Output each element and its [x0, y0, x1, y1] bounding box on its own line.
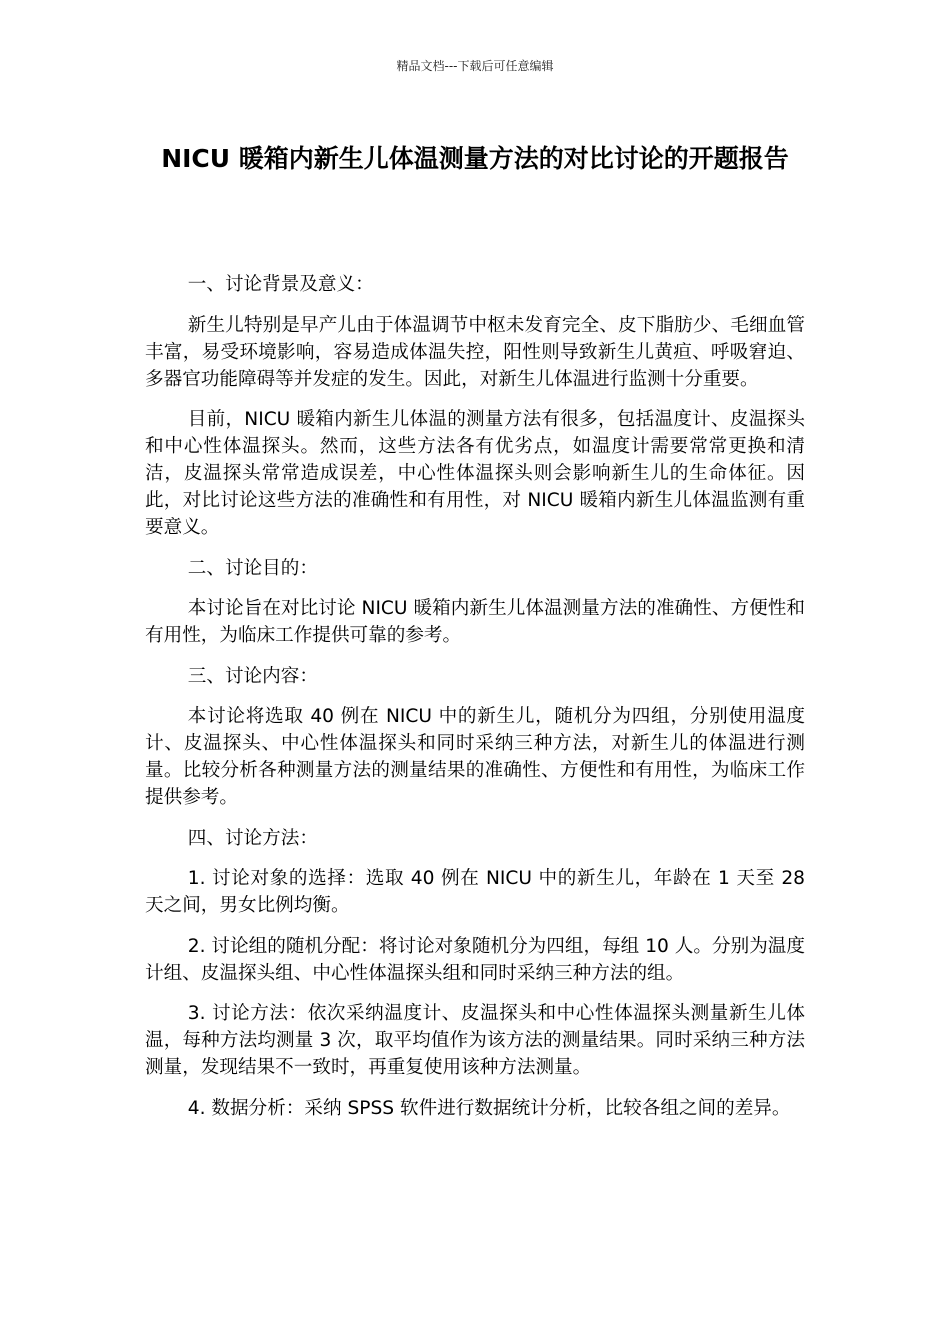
paragraph-background-2: 目前，NICU 暖箱内新生儿体温的测量方法有很多，包括温度计、皮温探头和中心性体温探头。然而，这些方法各有优劣点，如温度计需要常常更换和清洁，皮温探头常常造成误差，中心性体温探头则会影响新生儿的生命体征。因此，对比讨论这些方法的准确性和有用性，对 NICU 暖箱内新生儿体温监测有重要意义。	[145, 409, 805, 538]
paragraph-content: 本讨论将选取 40 例在 NICU 中的新生儿，随机分为四组，分别使用温度计、皮温探头、中心性体温探头和同时采纳三种方法，对新生儿的体温进行测量。比较分析各种测量方法的测量结果的准确性、方便性和有用性，为临床工作提供参考。	[145, 706, 805, 808]
paragraph-purpose: 本讨论旨在对比讨论 NICU 暖箱内新生儿体温测量方法的准确性、方便性和有用性，为临床工作提供可靠的参考。	[145, 598, 805, 646]
method-item-1: 1. 讨论对象的选择：选取 40 例在 NICU 中的新生儿，年龄在 1 天至 28 天之间，男女比例均衡。	[145, 868, 805, 916]
section-heading-methods: 四、讨论方法：	[187, 827, 318, 849]
header-note: 精品文档---下载后可任意编辑	[396, 59, 554, 73]
document-title: NICU 暖箱内新生儿体温测量方法的对比讨论的开题报告	[161, 144, 789, 173]
section-heading-purpose: 二、讨论目的：	[187, 557, 318, 579]
method-item-4: 4. 数据分析：采纳 SPSS 软件进行数据统计分析，比较各组之间的差异。	[187, 1097, 791, 1119]
section-heading-content: 三、讨论内容：	[187, 665, 318, 687]
method-item-2: 2. 讨论组的随机分配：将讨论对象随机分为四组，每组 10 人。分别为温度计组、皮温探头组、中心性体温探头组和同时采纳三种方法的组。	[145, 935, 805, 984]
document-body	[145, 271, 805, 1135]
section-heading-background: 一、讨论背景及意义：	[187, 274, 374, 295]
method-item-3: 3. 讨论方法：依次采纳温度计、皮温探头和中心性体温探头测量新生儿体温，每种方法均测量 3 次，取平均值作为该方法的测量结果。同时采纳三种方法测量，发现结果不一致时，再重复使用该种方法测量。	[145, 1003, 805, 1078]
paragraph-background-1: 新生儿特别是早产儿由于体温调节中枢未发育完全、皮下脂肪少、毛细血管丰富，易受环境影响，容易造成体温失控，阳性则导致新生儿黄疸、呼吸窘迫、多器官功能障碍等并发症的发生。因此，对新生儿体温进行监测十分重要。	[145, 314, 805, 390]
